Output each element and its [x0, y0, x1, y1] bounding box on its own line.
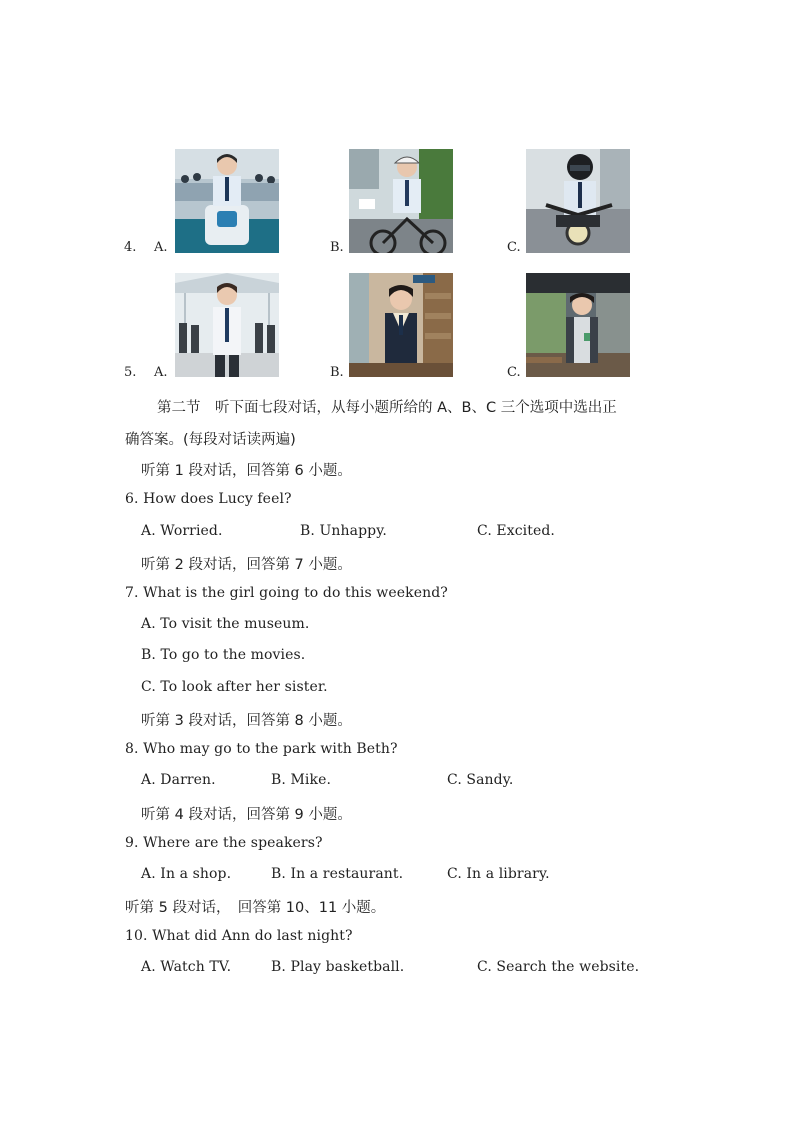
section-heading-line1: 第二节 听下面七段对话，从每小题所给的 A、B、C 三个选项中选出正: [157, 400, 617, 416]
q10-option-c: C. Search the website.: [477, 959, 640, 975]
q9-option-a: A. In a shop.: [141, 866, 232, 882]
q6-option-b: B. Unhappy.: [300, 523, 387, 539]
q6-option-c: C. Excited.: [477, 523, 555, 539]
q6-question: 6. How does Lucy feel?: [125, 491, 292, 507]
q8-question: 8. Who may go to the park with Beth?: [125, 741, 398, 757]
q4-option-c-image: [526, 149, 630, 253]
q5-number: 5.: [124, 365, 137, 380]
q5-option-b-image: [349, 273, 453, 377]
q9-question: 9. Where are the speakers?: [125, 835, 323, 851]
q9-option-c: C. In a library.: [447, 866, 550, 882]
q8-option-b: B. Mike.: [271, 772, 332, 788]
q8-option-c: C. Sandy.: [447, 772, 514, 788]
dialogue-2-instruction: 听第 2 段对话，回答第 7 小题。: [141, 557, 352, 573]
q7-question: 7. What is the girl going to do this weekend?: [125, 585, 448, 601]
q4-option-a-image: [175, 149, 279, 253]
section-heading-line2: 确答案。(每段对话读两遍): [125, 432, 296, 448]
q7-option-c: C. To look after her sister.: [141, 679, 328, 695]
q4-option-c-letter: C.: [507, 240, 521, 255]
q7-option-a: A. To visit the museum.: [141, 616, 310, 632]
q5-option-a-image: [175, 273, 279, 377]
dialogue-5-instruction: 听第 5 段对话， 回答第 10、11 小题。: [125, 900, 386, 916]
q10-option-b: B. Play basketball.: [271, 959, 405, 975]
q4-option-a-letter: A.: [154, 240, 168, 255]
q7-option-b: B. To go to the movies.: [141, 647, 306, 663]
q6-option-a: A. Worried.: [141, 523, 223, 539]
q5-option-a-letter: A.: [154, 365, 168, 380]
q10-option-a: A. Watch TV.: [141, 959, 232, 975]
q5-option-c-letter: C.: [507, 365, 521, 380]
q10-question: 10. What did Ann do last night?: [125, 928, 353, 944]
q8-option-a: A. Darren.: [141, 772, 216, 788]
dialogue-3-instruction: 听第 3 段对话，回答第 8 小题。: [141, 713, 352, 729]
dialogue-1-instruction: 听第 1 段对话，回答第 6 小题。: [141, 463, 352, 479]
q4-option-b-letter: B.: [330, 240, 344, 255]
q5-option-c-image: [526, 273, 630, 377]
q9-option-b: B. In a restaurant.: [271, 866, 404, 882]
q4-number: 4.: [124, 240, 137, 255]
q5-option-b-letter: B.: [330, 365, 344, 380]
q4-option-b-image: [349, 149, 453, 253]
dialogue-4-instruction: 听第 4 段对话，回答第 9 小题。: [141, 807, 352, 823]
